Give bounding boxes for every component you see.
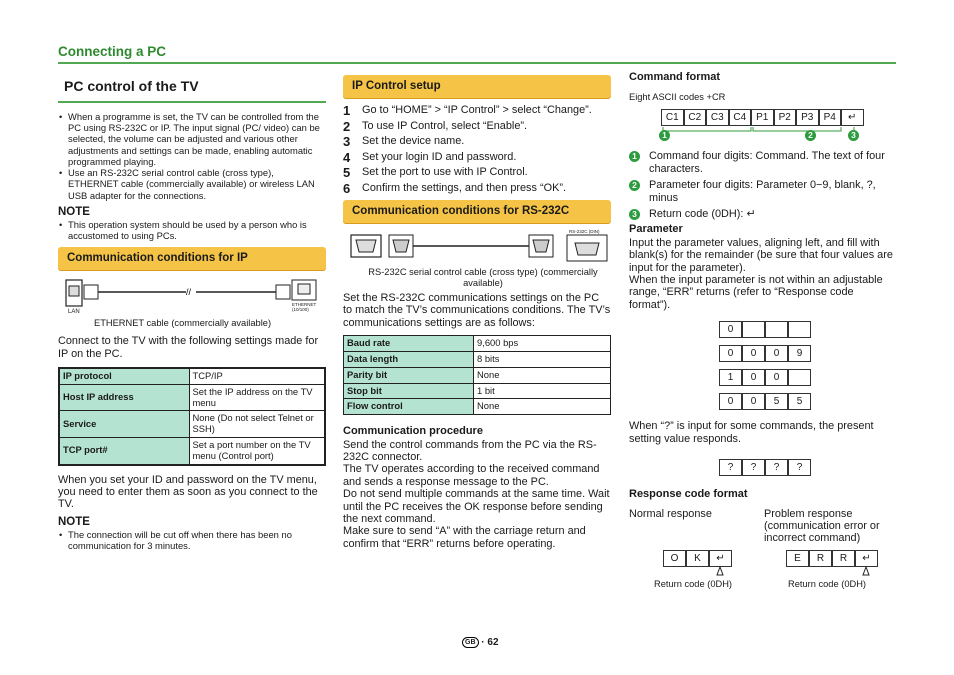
cmd-cell: P1 xyxy=(751,109,774,126)
connect-text: Connect to the TV with the following settings made for IP on the PC. xyxy=(58,335,319,360)
note-heading-2: NOTE xyxy=(58,515,90,528)
param-grid: 0 xyxy=(719,321,897,338)
return-key-icon: ↵ xyxy=(841,109,864,126)
procedure-text-4: Make sure to send “A” with the carriage return and confirm that “ERR” returns before operating. xyxy=(343,525,586,550)
procedure-title: Communication procedure xyxy=(343,425,483,438)
intro-bullet-1: • When a programme is set, the TV can be controlled from the PC using RS-232C or IP. The input signal (PC/ video) can be selected, the volume can be adjusted and various other adjustments and settings can be made, enabling automatic programmed playing. xyxy=(58,111,326,167)
table-row xyxy=(59,384,325,411)
callout-2-marker: 2 xyxy=(805,130,816,141)
rs232c-cable-icon xyxy=(343,229,611,267)
problem-response-label: Problem response (communication error or incorrect command) xyxy=(764,507,880,545)
page-title: PC control of the TV xyxy=(58,75,326,103)
rs232c-port-label: RS-232C (DIN) xyxy=(569,229,600,235)
table-row xyxy=(59,368,325,384)
rs232c-settings-table xyxy=(343,335,611,415)
table-row xyxy=(344,383,611,399)
cmd-cell: C3 xyxy=(706,109,729,126)
cmd-cell: C1 xyxy=(661,109,684,126)
table-row xyxy=(344,336,611,352)
parameter-title: Parameter xyxy=(629,223,683,236)
rs232c-caption: RS-232C serial control cable (cross type) (commercially available) xyxy=(368,267,598,289)
step: 5 Set the port to use with IP Control. xyxy=(343,165,528,181)
command-cells xyxy=(661,109,897,126)
rs232c-diagram xyxy=(343,229,611,291)
note-bullet-2: • The connection will be cut off when there has been no communication for 3 minutes. xyxy=(58,529,326,551)
table-value: None (Do not select Telnet or SSH) xyxy=(189,411,325,438)
table-row xyxy=(344,367,611,383)
table-value: None xyxy=(474,399,611,415)
callout-item: 3 Return code (0DH): ↵ xyxy=(629,208,897,220)
return-key-icon: ↵ xyxy=(746,208,756,221)
cmd-cell: P4 xyxy=(819,109,842,126)
normal-return-code-label: Return code (0DH) xyxy=(654,578,733,589)
svg-text://: // xyxy=(186,287,192,298)
command-format-sub: Eight ASCII codes +CR xyxy=(629,92,726,103)
column-pc-control xyxy=(58,75,326,551)
lan-label: LAN xyxy=(68,309,80,316)
table-value: Set a port number on the TV menu (Control port) xyxy=(189,437,325,464)
section-title: Connecting a PC xyxy=(58,44,167,59)
table-key: Service xyxy=(59,411,189,438)
ethernet-port-label: ETHERNET (10/100) xyxy=(292,302,317,313)
cmd-cell: C2 xyxy=(684,109,707,126)
param-grid: 1 0 0 xyxy=(719,369,897,386)
table-key: Stop bit xyxy=(344,383,474,399)
note-heading: NOTE xyxy=(58,205,90,218)
table-value: Set the IP address on the TV menu xyxy=(189,384,325,411)
table-key: Parity bit xyxy=(344,367,474,383)
step: 4 Set your login ID and password. xyxy=(343,149,517,165)
normal-response-label: Normal response xyxy=(629,507,712,520)
table-value: 8 bits xyxy=(474,352,611,368)
return-key-icon: ↵ xyxy=(709,550,732,567)
callout-item: 2 Parameter four digits: Parameter 0−9, blank, ?, minus xyxy=(629,179,897,204)
parameter-examples xyxy=(719,321,897,410)
id-password-text: When you set your ID and password on the TV menu, you need to enter them as soon as you connect to the TV. xyxy=(58,473,318,511)
callout-markers xyxy=(629,126,897,142)
parameter-text: Input the parameter values, aligning left, and fill with blank(s) for the remainder (be sure that four values are input for the parameter). xyxy=(629,236,893,274)
table-value: TCP/IP xyxy=(189,368,325,384)
setup-steps xyxy=(343,103,611,196)
page-footer xyxy=(462,637,499,649)
callout-3-marker: 3 xyxy=(848,130,859,141)
ethernet-diagram xyxy=(58,276,326,330)
return-pointers xyxy=(629,566,897,578)
command-format-title: Command format xyxy=(629,71,721,83)
table-key: Host IP address xyxy=(59,384,189,411)
response-format xyxy=(629,508,897,598)
column-command-format xyxy=(629,71,897,598)
parameter-text-2: When the input parameter is not within an adjustable range, “ERR” returns (refer to “Response code format”). xyxy=(629,274,883,311)
param-grid: 0 0 0 9 xyxy=(719,345,897,362)
table-key: IP protocol xyxy=(59,368,189,384)
step: 2 To use IP Control, select “Enable”. xyxy=(343,118,528,134)
ip-conditions-bar: Communication conditions for IP xyxy=(58,247,326,270)
rs232c-conditions-bar: Communication conditions for RS-232C xyxy=(343,200,611,223)
rs232c-text: Set the RS-232C communications settings on the PC to match the TV’s communications conditions. The TV’s communications settings are as follows: xyxy=(343,292,611,329)
intro-bullet-2: • Use an RS-232C serial control cable (cross type), ETHERNET cable (commercially available) or wireless LAN USB adapter for the connections. xyxy=(58,167,326,201)
table-row xyxy=(59,437,325,464)
table-row xyxy=(344,399,611,415)
table-value: 9,600 bps xyxy=(474,336,611,352)
table-key: Baud rate xyxy=(344,336,474,352)
callout-item: 1 Command four digits: Command. The text of four characters. xyxy=(629,150,897,175)
table-row xyxy=(59,411,325,438)
cmd-cell: P2 xyxy=(774,109,797,126)
note-bullet: • This operation system should be used by a person who is accustomed to using PCs. xyxy=(58,219,326,241)
param-grid: 0 0 5 5 xyxy=(719,393,897,410)
table-key: Data length xyxy=(344,352,474,368)
procedure-text-3: Do not send multiple commands at the same time. Wait until the PC receives the OK response before sending the next command. xyxy=(343,488,610,526)
section-divider xyxy=(58,62,896,64)
step: 3 Set the device name. xyxy=(343,134,465,150)
table-row xyxy=(344,352,611,368)
step: 1 Go to “HOME” > “IP Control” > select “Change”. xyxy=(343,103,592,119)
procedure-text-2: The TV operates according to the received command and sends a response message to the PC. xyxy=(343,463,600,488)
ethernet-cable-icon xyxy=(58,276,326,316)
normal-response-cells: O K ↵ xyxy=(663,550,732,567)
query-text: When “?” is input for some commands, the present setting value responds. xyxy=(629,420,874,445)
page-number: · 62 xyxy=(481,637,499,648)
error-response-cells: E R R ↵ xyxy=(786,550,878,567)
procedure-text-1: Send the control commands from the PC via the RS-232C connector. xyxy=(343,438,597,464)
error-return-code-label: Return code (0DH) xyxy=(788,578,867,589)
column-ip-control-setup xyxy=(343,75,611,550)
step: 6 Confirm the settings, and then press “OK”. xyxy=(343,180,566,196)
ip-settings-table xyxy=(58,367,326,466)
cmd-cell: C4 xyxy=(729,109,752,126)
region-badge: GB xyxy=(462,637,479,648)
table-value: 1 bit xyxy=(474,383,611,399)
ethernet-caption: ETHERNET cable (commercially available) xyxy=(94,318,272,329)
return-key-icon: ↵ xyxy=(855,550,878,567)
response-format-title: Response code format xyxy=(629,488,748,501)
table-key: TCP port# xyxy=(59,437,189,464)
ip-setup-bar: IP Control setup xyxy=(343,75,611,98)
table-value: None xyxy=(474,367,611,383)
query-grid: ? ? ? ? xyxy=(719,459,897,476)
cmd-cell: P3 xyxy=(796,109,819,126)
callout-1-marker: 1 xyxy=(659,130,670,141)
table-key: Flow control xyxy=(344,399,474,415)
